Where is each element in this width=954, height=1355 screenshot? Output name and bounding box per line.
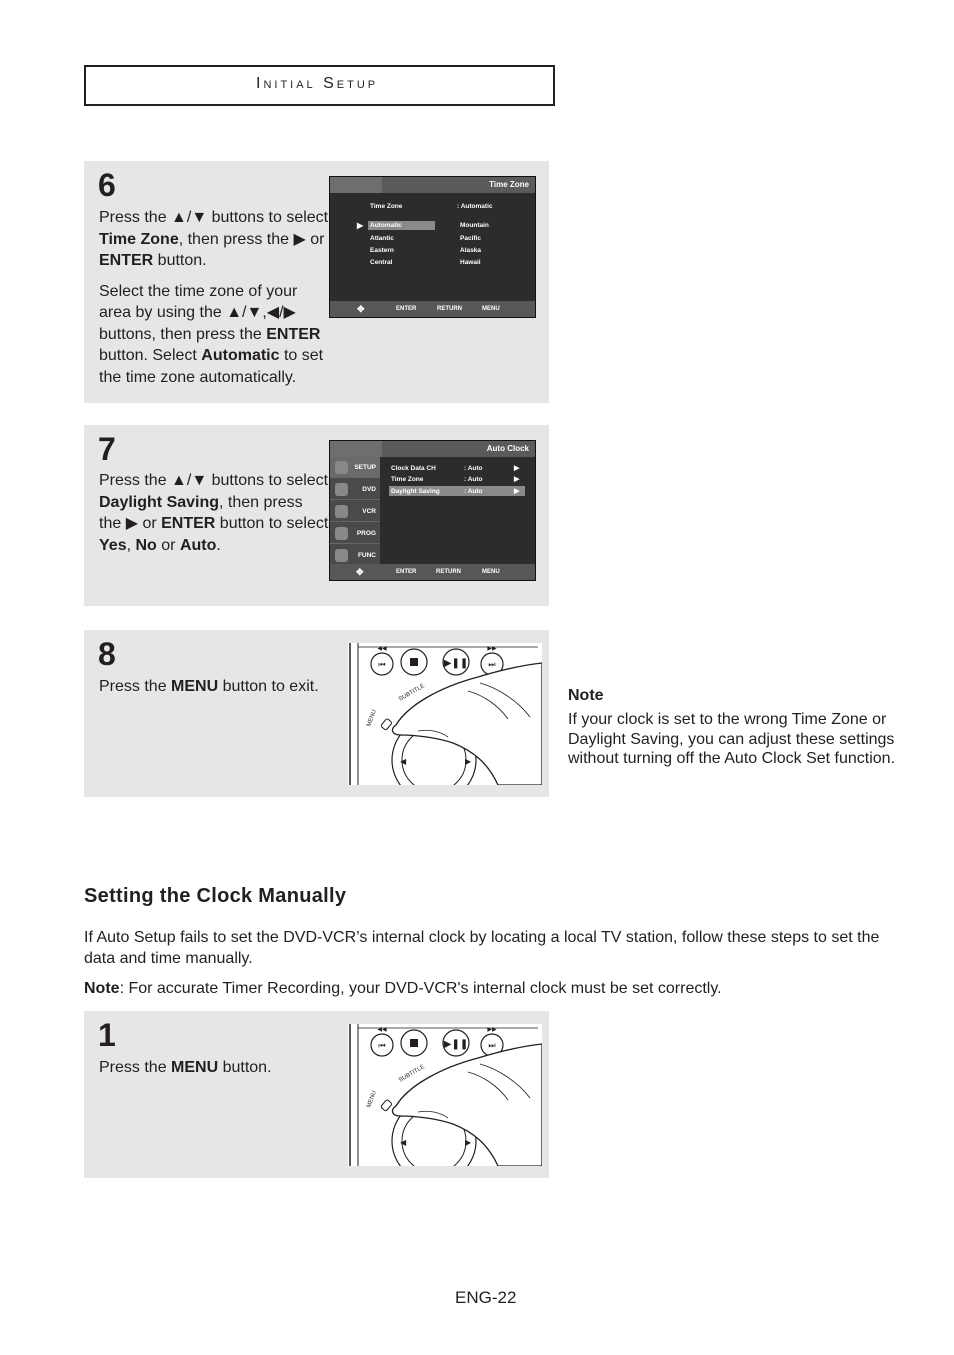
chevron-right-icon: ▶ bbox=[514, 465, 520, 472]
svg-text:▶❚❚: ▶❚❚ bbox=[443, 658, 469, 669]
instruction-paragraph bbox=[99, 676, 329, 698]
footer-menu: MENU bbox=[482, 569, 500, 575]
note-title: Note bbox=[568, 687, 604, 704]
svg-text:▶▶: ▶▶ bbox=[487, 646, 497, 652]
text-bold: ENTER bbox=[161, 515, 216, 532]
text-run: or bbox=[156, 536, 180, 554]
svg-text:◀: ◀ bbox=[400, 1138, 407, 1147]
time-zone-value: : Automatic bbox=[457, 203, 493, 210]
sidebar-item-prog[interactable] bbox=[330, 523, 380, 544]
svg-text:◀◀: ◀◀ bbox=[377, 646, 387, 652]
page-number: ENG-22 bbox=[455, 1288, 517, 1307]
titlebar-tab bbox=[330, 177, 382, 193]
sidebar-label: VCR bbox=[362, 508, 376, 515]
screen-body bbox=[330, 193, 535, 301]
svg-text:▶▶: ▶▶ bbox=[487, 1027, 497, 1033]
option-atlantic[interactable]: Atlantic bbox=[370, 235, 394, 242]
text-bold: Time Zone bbox=[99, 230, 179, 248]
svg-text:◀: ◀ bbox=[400, 757, 407, 766]
remote-control-illustration bbox=[348, 643, 542, 785]
instruction-paragraph bbox=[99, 207, 329, 272]
row-value: : Auto bbox=[464, 465, 483, 472]
text-bold: Auto bbox=[179, 536, 217, 554]
subtitle-label: SUBTITLE bbox=[398, 1064, 426, 1084]
footer-menu: MENU bbox=[482, 306, 500, 312]
sidebar-label: SETUP bbox=[354, 464, 376, 471]
section-paragraph: If Auto Setup fails to set the DVD-VCR’s internal clock by locating a local TV station, follow these steps to set the data and time manually. bbox=[84, 929, 880, 967]
row-label[interactable]: Daylight Saving bbox=[391, 488, 440, 495]
option-central[interactable]: Central bbox=[370, 259, 393, 266]
svg-text:⏮: ⏮ bbox=[378, 660, 386, 669]
text-run: Press the bbox=[99, 1059, 172, 1076]
text-run: Press the ▲/▼ buttons to select bbox=[99, 472, 329, 489]
text-run: button. bbox=[218, 1059, 272, 1076]
step-8-panel bbox=[84, 630, 549, 797]
text-run: button to select bbox=[215, 515, 329, 532]
screen-footer bbox=[330, 301, 535, 317]
option-automatic[interactable]: Automatic bbox=[370, 222, 402, 229]
step-number: 7 bbox=[98, 431, 116, 467]
text-bold: No bbox=[135, 536, 157, 554]
titlebar-tab bbox=[330, 441, 382, 457]
text-run: button. Select bbox=[99, 347, 202, 364]
step-instructions bbox=[99, 207, 329, 388]
auto-clock-screen bbox=[329, 440, 536, 581]
screen-title: Time Zone bbox=[489, 180, 529, 189]
section-note bbox=[84, 978, 884, 999]
option-alaska[interactable]: Alaska bbox=[460, 247, 481, 254]
footer-return: RETURN bbox=[437, 306, 462, 312]
text-run: , then press the ▶ or bbox=[99, 493, 303, 532]
step-instructions bbox=[99, 676, 329, 698]
step-6-panel bbox=[84, 161, 549, 403]
row-value: : Auto bbox=[464, 476, 483, 483]
navigation-pad-icon: ✥ bbox=[357, 304, 365, 314]
option-hawaii[interactable]: Hawaii bbox=[460, 259, 481, 266]
subtitle-label: SUBTITLE bbox=[398, 683, 426, 703]
text-bold: ENTER bbox=[99, 252, 154, 269]
section-heading: Setting the Clock Manually bbox=[84, 885, 347, 907]
footer-enter: ENTER bbox=[396, 569, 417, 575]
screen-titlebar bbox=[330, 441, 535, 457]
function-icon bbox=[335, 549, 348, 562]
text-run: Press the ▲/▼ buttons to select bbox=[99, 209, 329, 226]
text-run: , then press the ▶ or bbox=[178, 230, 325, 248]
screen-footer bbox=[330, 564, 535, 580]
step-instructions bbox=[99, 1057, 329, 1079]
option-pacific[interactable]: Pacific bbox=[460, 235, 481, 242]
footer-enter: ENTER bbox=[396, 306, 417, 312]
section-header-box bbox=[84, 65, 555, 106]
chevron-right-icon: ▶ bbox=[514, 476, 520, 483]
text-run: to set the time zone automatically. bbox=[99, 347, 324, 386]
menu-label: MENU bbox=[366, 1090, 378, 1109]
step-1-panel bbox=[84, 1011, 549, 1178]
time-zone-screen bbox=[329, 176, 536, 318]
instruction-paragraph bbox=[99, 1057, 329, 1079]
remote-hand-drawing bbox=[348, 1024, 542, 1166]
svg-text:⏭: ⏭ bbox=[488, 1041, 496, 1050]
sidebar-label: DVD bbox=[362, 486, 376, 493]
step-number: 6 bbox=[98, 167, 116, 203]
text-bold: MENU bbox=[171, 1059, 219, 1076]
row-value: : Auto bbox=[464, 488, 483, 495]
chevron-right-icon: ▶ bbox=[514, 488, 520, 495]
instruction-paragraph bbox=[99, 281, 329, 389]
step-number: 8 bbox=[98, 636, 116, 672]
clock-icon bbox=[335, 527, 348, 540]
selection-arrow-icon: ▶ bbox=[357, 221, 364, 230]
text-run: , bbox=[126, 536, 136, 554]
gear-icon bbox=[335, 461, 348, 474]
menu-label: MENU bbox=[366, 709, 378, 728]
step-number: 1 bbox=[98, 1017, 116, 1053]
text-run: Select the time zone of your area by using the ▲/▼,◀/▶ buttons, then press the bbox=[99, 282, 298, 343]
sidebar-item-setup[interactable] bbox=[330, 457, 380, 478]
instruction-paragraph bbox=[99, 470, 329, 556]
text-run: button to exit. bbox=[218, 678, 319, 695]
svg-text:⏭: ⏭ bbox=[488, 660, 496, 669]
text-bold: ENTER bbox=[266, 325, 321, 343]
svg-text:▶: ▶ bbox=[465, 1138, 472, 1147]
svg-text:⏮: ⏮ bbox=[378, 1041, 386, 1050]
disc-icon bbox=[335, 483, 348, 496]
sidebar-item-vcr[interactable] bbox=[330, 501, 380, 522]
screen-title: Auto Clock bbox=[486, 444, 529, 453]
sidebar-item-dvd[interactable] bbox=[330, 479, 380, 500]
step-instructions bbox=[99, 470, 329, 556]
remote-control-illustration bbox=[348, 1024, 542, 1166]
note-label: Note bbox=[84, 980, 120, 997]
footer-return: RETURN bbox=[436, 569, 461, 575]
menu-sidebar bbox=[330, 457, 380, 564]
svg-text:▶❚❚: ▶❚❚ bbox=[443, 1039, 469, 1050]
text-bold: Daylight Saving bbox=[99, 493, 220, 511]
tape-icon bbox=[335, 505, 348, 518]
screen-titlebar bbox=[330, 177, 535, 193]
sidebar-label: PROG bbox=[356, 530, 376, 537]
option-mountain[interactable]: Mountain bbox=[460, 222, 489, 229]
remote-hand-drawing bbox=[348, 643, 542, 785]
text-bold: Yes bbox=[99, 536, 127, 554]
text-run: button. bbox=[153, 252, 207, 269]
sidebar-label: FUNC bbox=[357, 552, 376, 559]
option-eastern[interactable]: Eastern bbox=[370, 247, 394, 254]
text-bold: Automatic bbox=[201, 347, 280, 364]
section-header-title: Initial Setup bbox=[256, 75, 379, 92]
time-zone-label: Time Zone bbox=[370, 203, 403, 210]
svg-text:▶: ▶ bbox=[465, 757, 472, 766]
step-7-panel bbox=[84, 425, 549, 606]
text-run: Press the bbox=[99, 678, 172, 695]
sidebar-item-func[interactable] bbox=[330, 545, 380, 566]
navigation-pad-icon: ✥ bbox=[356, 567, 364, 577]
note-body: If your clock is set to the wrong Time Zone or Daylight Saving, you can adjust these settings without turning off the Auto Clock Set function. bbox=[568, 711, 896, 767]
row-label[interactable]: Clock Data CH bbox=[391, 465, 436, 472]
note-text: : For accurate Timer Recording, your DVD-VCR's internal clock must be set correctly. bbox=[119, 980, 722, 997]
svg-text:◀◀: ◀◀ bbox=[377, 1027, 387, 1033]
text-run: . bbox=[216, 536, 221, 554]
text-bold: MENU bbox=[171, 678, 219, 695]
row-label[interactable]: Time Zone bbox=[391, 476, 424, 483]
